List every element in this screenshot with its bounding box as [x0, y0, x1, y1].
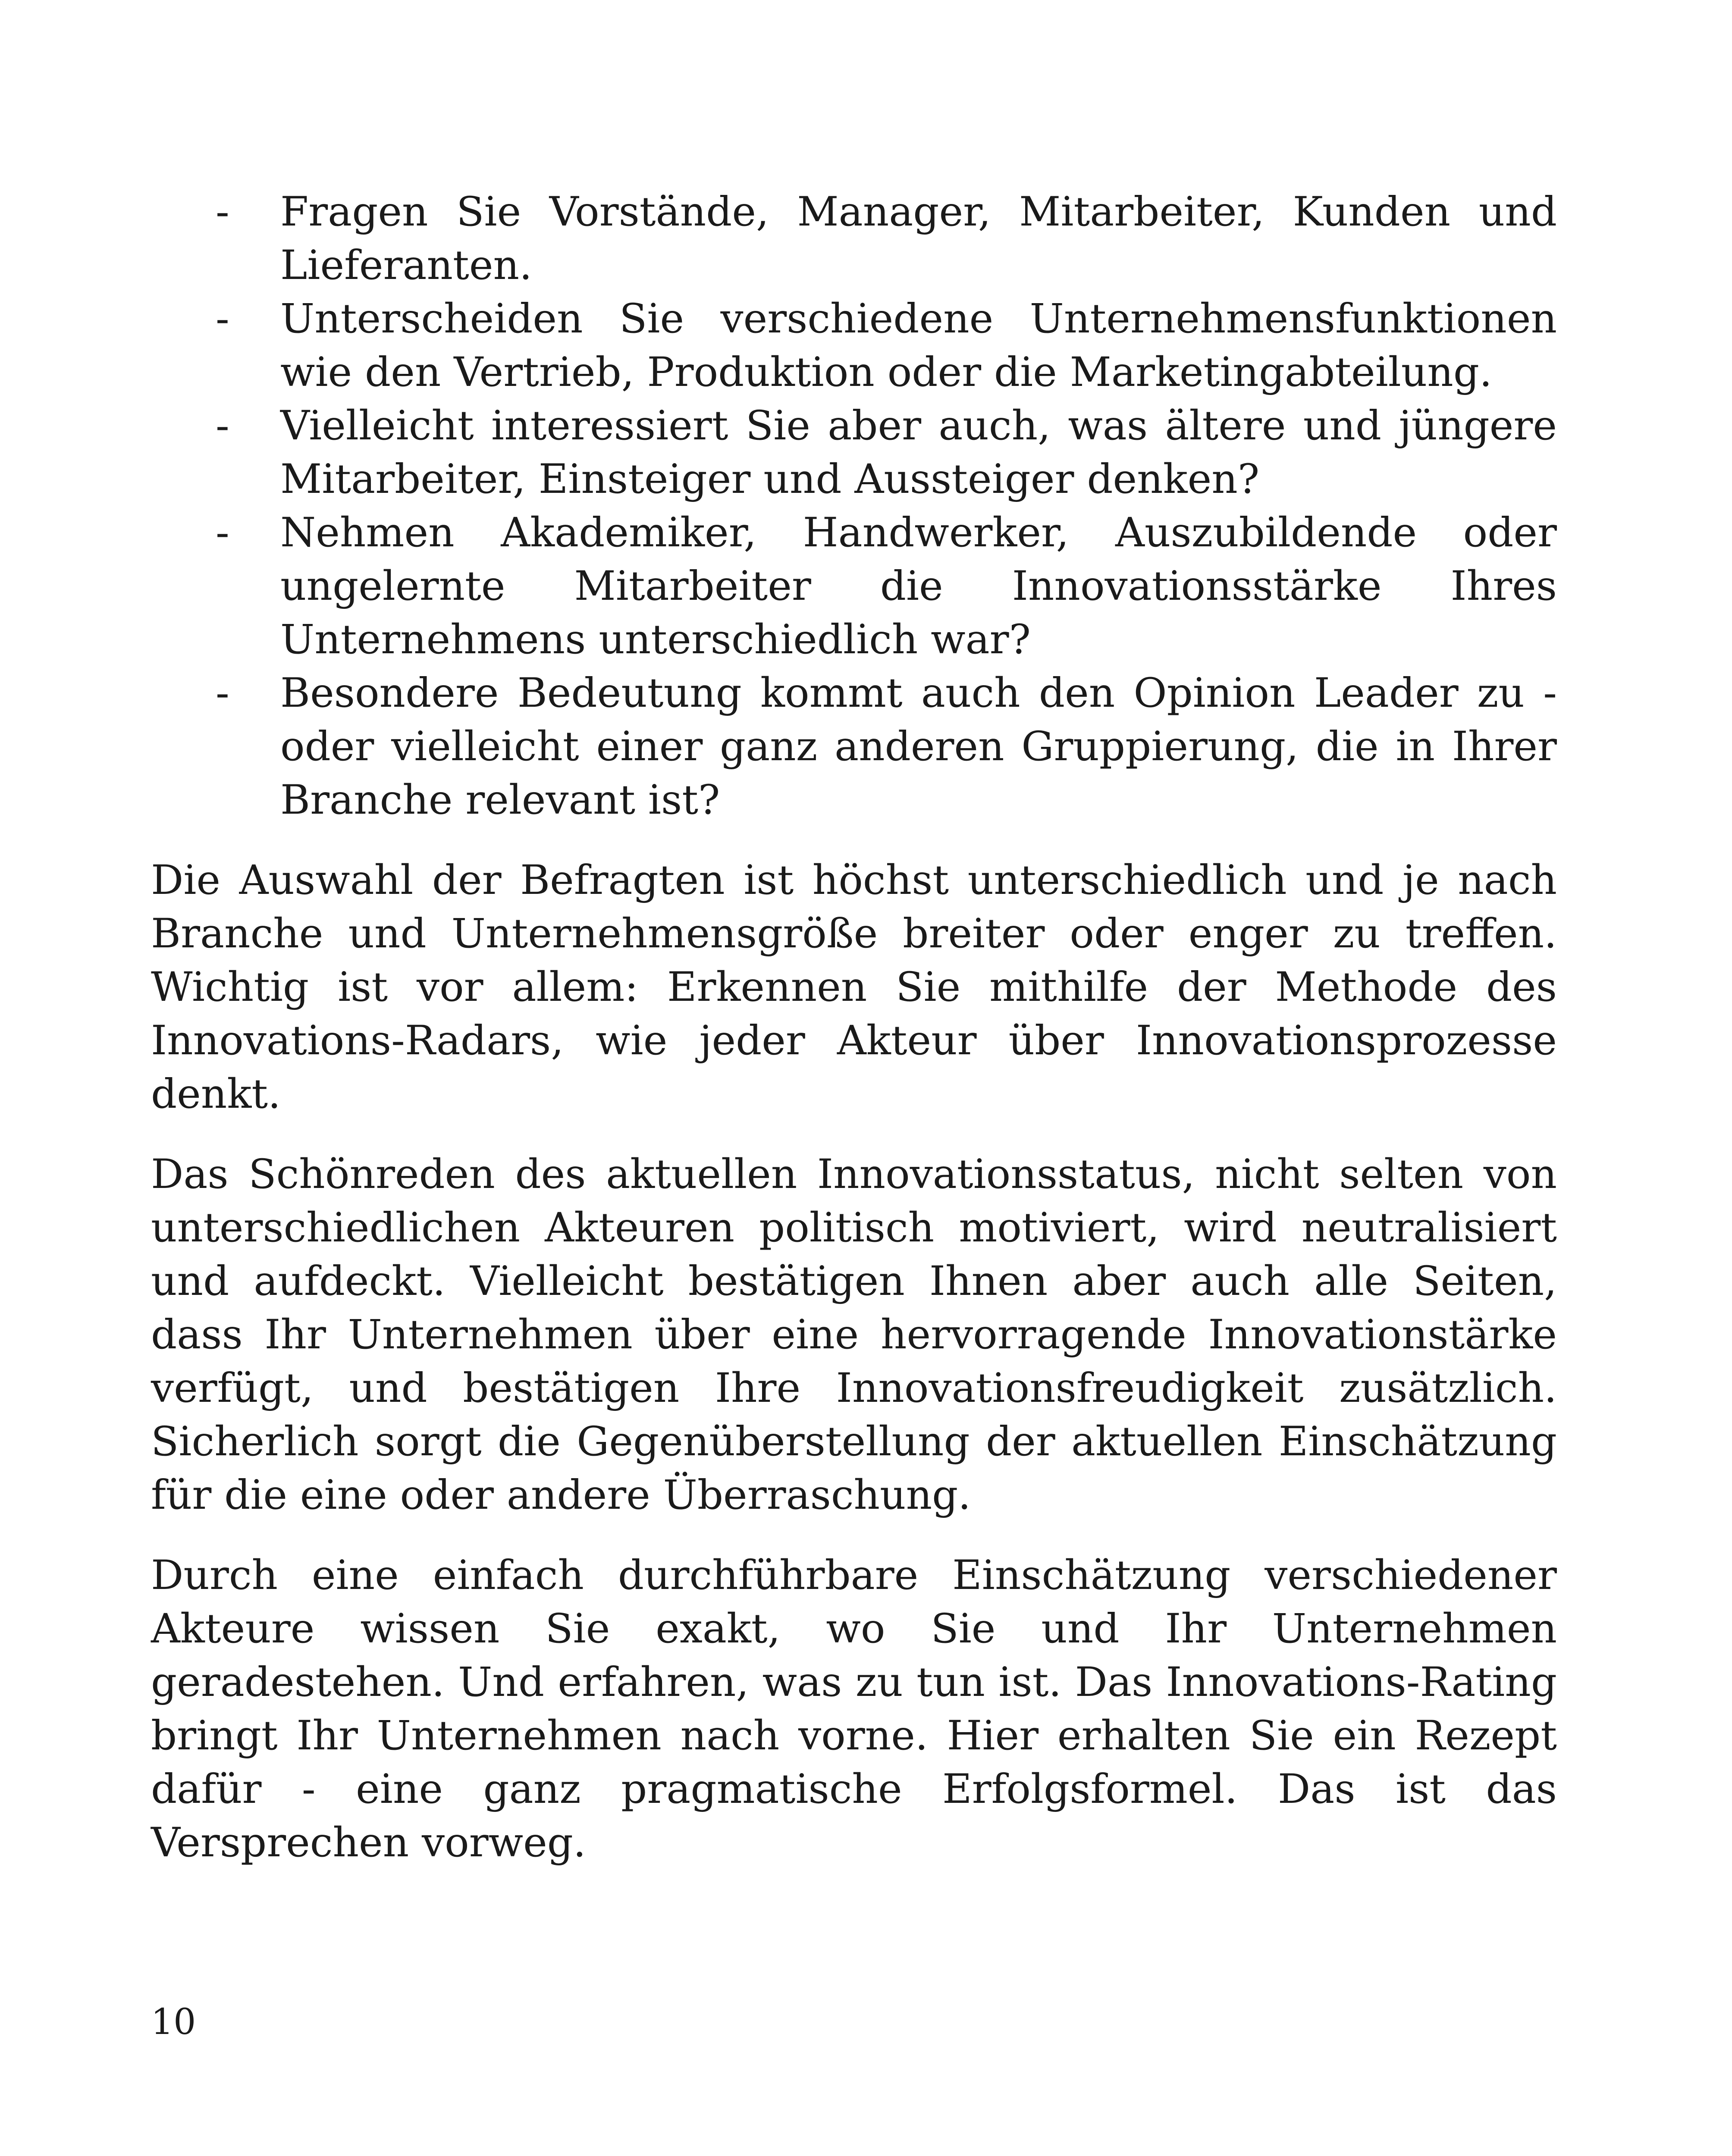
bullet-dash: - [216, 295, 229, 342]
bullet-text: Fragen Sie Vorstände, Manager, Mitarbeiter, Kunden und Lieferanten. [280, 188, 1557, 289]
paragraph-status-assessment: Das Schönreden des aktuellen Innovationsstatus, nicht selten von unterschiedlichen Akteuren politisch motiviert, wird neutralisiert und aufdeckt. Vielleicht bestätigen Ihnen aber auch alle Seiten, dass Ihr Unternehmen über eine hervorragende Innovationstärke verfügt, und bestätigen Ihre Innovationsfreudigkeit zusätzlich. Sicherlich sorgt die Gegenüberstellung der aktuellen Einschätzung für die eine oder andere Überraschung. [151, 1151, 1557, 1519]
bullet-text: Nehmen Akademiker, Handwerker, Auszubildende oder ungelernte Mitarbeiter die Innovationsstärke Ihres Unternehmens unterschiedlich war? [280, 509, 1557, 663]
page-number: 10 [151, 2002, 196, 2043]
bullet-list [151, 185, 1557, 827]
list-item [151, 292, 1557, 399]
body-text [151, 185, 1557, 1870]
paragraph-innovation-rating: Durch eine einfach durchführbare Einschätzung verschiedener Akteure wissen Sie exakt, wo Sie und Ihr Unternehmen geradestehen. Und erfahren, was zu tun ist. Das Innovations-Rating bringt Ihr Unternehmen nach vorne. Hier erhalten Sie ein Rezept dafür - eine ganz pragmatische Erfolgsformel. Das ist das Versprechen vorweg. [151, 1552, 1557, 1866]
bullet-text: Vielleicht interessiert Sie aber auch, was ältere und jüngere Mitarbeiter, Einsteiger und Aussteiger denken? [280, 402, 1557, 503]
list-item [151, 399, 1557, 506]
list-item [151, 667, 1557, 827]
paragraph-selection-of-respondents: Die Auswahl der Befragten ist höchst unterschiedlich und je nach Branche und Unternehmensgröße breiter oder enger zu treffen. Wichtig ist vor allem: Erkennen Sie mithilfe der Methode des Innovations-Radars, wie jeder Akteur über Innovationsprozesse denkt. [151, 857, 1557, 1118]
bullet-text: Unterscheiden Sie verschiedene Unternehmensfunktionen wie den Vertrieb, Produktion oder die Marketingabteilung. [280, 295, 1557, 396]
bullet-dash: - [216, 402, 229, 449]
bullet-dash: - [216, 188, 229, 235]
list-item [151, 506, 1557, 667]
list-item [151, 185, 1557, 292]
bullet-text: Besondere Bedeutung kommt auch den Opinion Leader zu -oder vielleicht einer ganz anderen Gruppierung, die in Ihrer Branche relevant ist? [280, 670, 1557, 824]
bullet-dash: - [216, 509, 229, 556]
bullet-dash: - [216, 670, 229, 717]
